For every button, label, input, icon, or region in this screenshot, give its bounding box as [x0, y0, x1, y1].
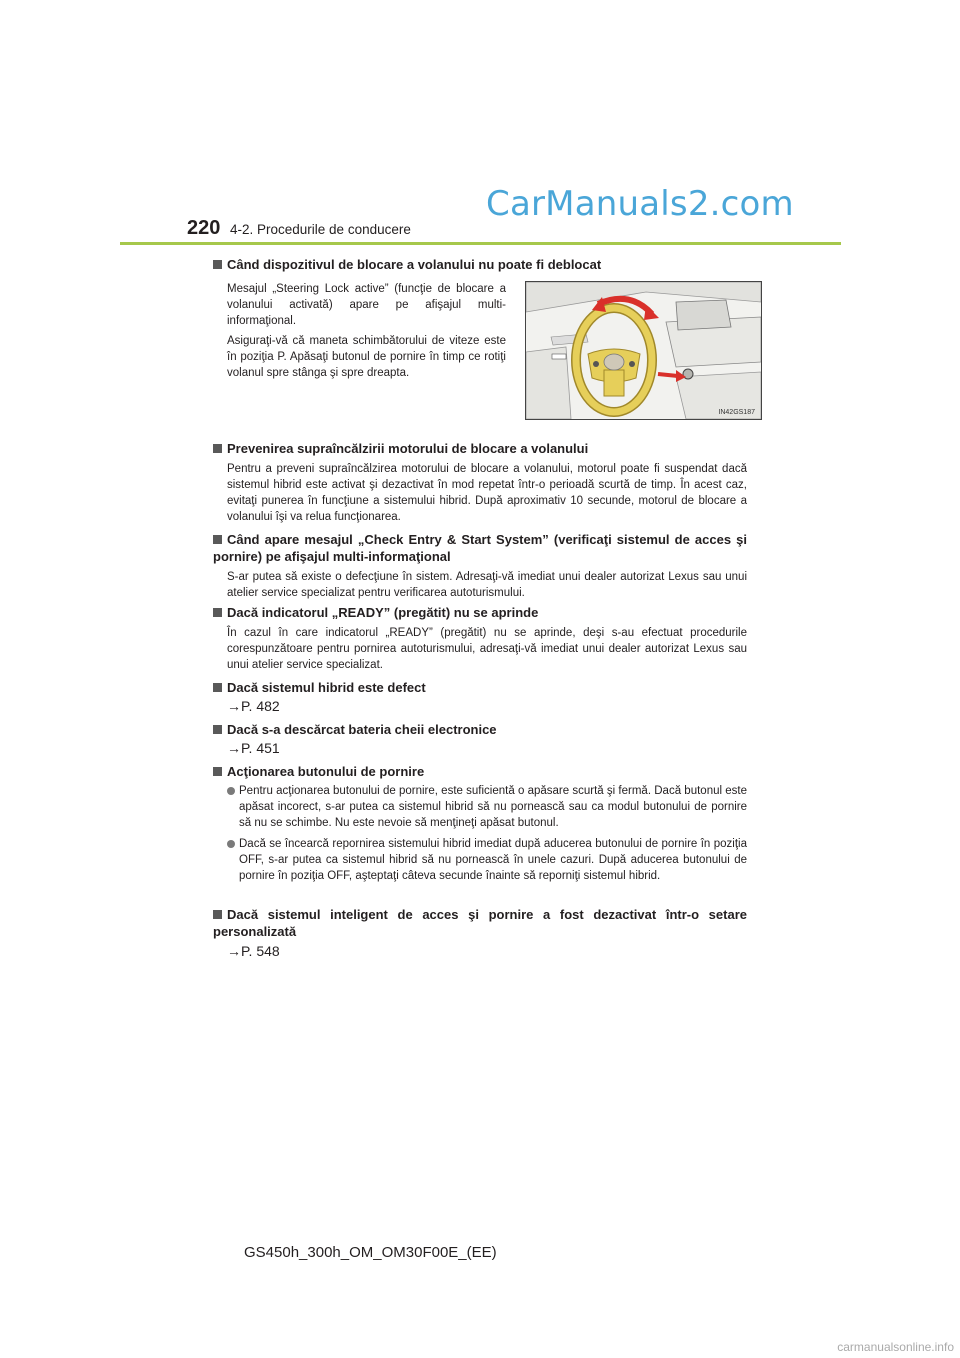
square-bullet-icon — [213, 910, 222, 919]
steering-wheel-figure — [525, 281, 762, 420]
paragraph: S-ar putea să existe o defecţiune în sistem. Adresaţi-vă imediat unui dealer autorizat Lexus sau unui atelier service specializat pentru verificarea autoturismului. — [227, 571, 747, 599]
round-bullet-icon — [227, 787, 235, 795]
section-heading: Dacă s-a descărcat bateria cheii electronice — [213, 721, 747, 738]
round-bullet-icon — [227, 840, 235, 848]
section-heading: Prevenirea supraîncălzirii motorului de blocare a volanului — [213, 440, 747, 457]
footer-document-code: GS450h_300h_OM_OM30F00E_(EE) — [244, 1244, 497, 1261]
square-bullet-icon — [213, 767, 222, 776]
watermark-bottom: carmanualsonline.info — [837, 1340, 954, 1354]
steering-lock-illustration — [526, 282, 761, 419]
section-heading: Acţionarea butonului de pornire — [213, 763, 747, 780]
square-bullet-icon — [213, 608, 222, 617]
section-heading: Când apare mesajul „Check Entry & Start System” (verificaţi sistemul de acces şi pornire) pe afişajul multi-informaţional — [213, 532, 747, 564]
paragraph: În cazul în care indicatorul „READY” (pregătit) nu se aprinde, deşi s-au efectuat procedurile corespunzătoare pentru pornirea autoturismului, adresaţi-vă imediat unui dealer autorizat Lexus sau unui atelier service specializat. — [227, 627, 747, 671]
square-bullet-icon — [213, 260, 222, 269]
bullet-item: Pentru acţionarea butonului de pornire, este suficientă o apăsare scurtă şi fermă. Dacă butonul este apăsat incorect, s-ar putea ca sistemul hibrid să nu pornească sau ca modul butonului de pornire să nu se schimbe. Nu este nevoie să menţineţi apăsat butonul. — [227, 783, 747, 831]
page-reference[interactable]: →P. 548 — [227, 943, 280, 959]
page-reference[interactable]: →P. 451 — [227, 740, 280, 756]
section-heading: Când dispozitivul de blocare a volanului nu poate fi deblocat — [213, 256, 747, 273]
page-reference[interactable]: →P. 482 — [227, 698, 280, 714]
section-heading: Dacă sistemul hibrid este defect — [213, 679, 747, 696]
watermark-logo: CarManuals2.com — [486, 184, 794, 224]
square-bullet-icon — [213, 725, 222, 734]
square-bullet-icon — [213, 444, 222, 453]
page-number: 220 — [187, 217, 221, 239]
paragraph: Pentru a preveni supraîncălzirea motorului de blocare a volanului, motorul poate fi suspendat dacă sistemul hibrid este activat şi dezactivat în mod repetat într-o perioadă scurtă de timp. În acest caz, evitaţi punerea în funcţiune a sistemului hibrid. După aproximativ 10 secunde, motorul de blocare a volanului îşi va relua funcţionarea. — [227, 463, 747, 523]
figure-code: IN42GS187 — [718, 409, 755, 416]
square-bullet-icon — [213, 683, 222, 692]
header-rule — [120, 242, 841, 245]
chapter-title: 4-2. Procedurile de conducere — [230, 222, 411, 237]
paragraph: Mesajul „Steering Lock active” (funcţie de blocare a volanului activată) apare pe afişajul multi-informaţional. — [227, 283, 506, 327]
section-heading: Dacă sistemul inteligent de acces şi pornire a fost dezactivat într-o setare personalizată — [213, 907, 747, 939]
square-bullet-icon — [213, 535, 222, 544]
bullet-item: Dacă se încearcă repornirea sistemului hibrid imediat după aducerea butonului de pornire în poziţia OFF, s-ar putea ca sistemul hibrid să nu pornească în unele cazuri. După aducerea butonului de pornire în poziţia OFF, aşteptaţi câteva secunde înainte să reporniţi sistemul hibrid. — [227, 836, 747, 884]
section-heading: Dacă indicatorul „READY” (pregătit) nu se aprinde — [213, 604, 747, 621]
paragraph: Asiguraţi-vă că maneta schimbătorului de viteze este în poziţia P. Apăsaţi butonul de pornire în timp ce rotiţi volanul spre stânga şi spre dreapta. — [227, 335, 506, 379]
